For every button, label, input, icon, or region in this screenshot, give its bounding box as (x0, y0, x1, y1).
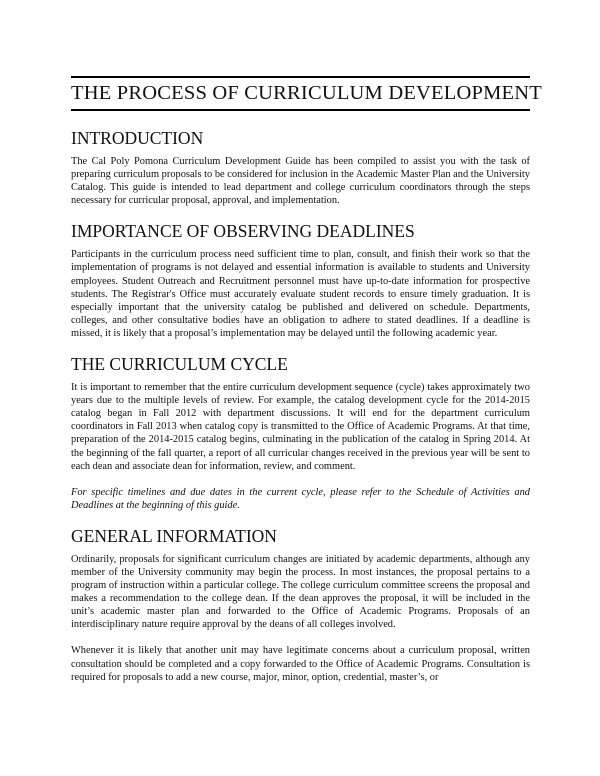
section-heading-curriculum-cycle: THE CURRICULUM CYCLE (71, 354, 288, 375)
section-paragraph: The Cal Poly Pomona Curriculum Development Guide has been compiled to assist you with the task of preparing curriculum proposals to be considered for inclusion in the Academic Master Plan and the University Catalog. This guide is intended to lead department and college curriculum coordinators through the steps necessary for curricular proposal, approval, and implementation. (71, 156, 530, 207)
section-deadlines (71, 220, 530, 340)
section-heading-deadlines: IMPORTANCE OF OBSERVING DEADLINES (71, 221, 415, 242)
italic-note: For specific timelines and due dates in the current cycle, please refer to the Schedule of Activities and Deadlines at the beginning of this guide. (71, 486, 530, 511)
section-paragraph: Ordinarily, proposals for significant curriculum changes are initiated by academic departments, although any member of the University community may begin the process. In most instances, the proposal pertains to a program of instruction within a particular college. The college curriculum committee screens the proposal and makes a recommendation to the college dean. If the dean approves the proposal, it will be included in the unit’s academic master plan and forwarded to the Office of Academic Programs. Proposals of an interdisciplinary nature require approval by the deans of all colleges involved. (71, 553, 530, 631)
title-block (71, 76, 542, 111)
section-heading-introduction: INTRODUCTION (71, 128, 204, 148)
section-curriculum-cycle (71, 353, 530, 512)
section-heading-general-information: GENERAL INFORMATION (71, 525, 277, 546)
section-paragraph: Participants in the curriculum process need sufficient time to plan, consult, and finish their work so that the implementation of programs is not delayed and essential information is available to students and University employees. Student Outreach and Recruitment personnel must have up-to-date information for prospective students. The Registrar's Office must accurately evaluate student records to ensure timely graduation. It is especially important that the university catalog be published and delivered on schedule. Departments, colleges, and other consultative bodies have an obligation to adhere to stated deadlines. If a deadline is missed, it is likely that a proposal’s implementation may be delayed until the following academic year. (71, 249, 530, 339)
section-introduction (71, 127, 530, 207)
section-paragraph: Whenever it is likely that another unit may have legitimate concerns about a curriculum proposal, written consultation should be completed and a copy forwarded to the Office of Academic Programs. Consultation is required for proposals to add a new course, major, minor, option, credential, master’s, or (71, 645, 530, 683)
page-title: THE PROCESS OF CURRICULUM DEVELOPMENT (71, 82, 542, 104)
section-paragraph: It is important to remember that the entire curriculum development sequence (cycle) takes approximately two years due to the multiple levels of review. For example, the catalog development cycle for the 2014-2015 catalog began in Fall 2012 with department discussions. It will end for the department curriculum coordinators in Fall 2013 when catalog copy is transmitted to the Office of Academic Programs. At that time, preparation of the 2014-2015 catalog begins, culminating in the publication of the catalog in Spring 2014. At the beginning of the fall quarter, a report of all curricular changes received in the previous year will be sent to each dean and associate dean for information, review, and comment. (71, 382, 530, 472)
section-general-information (71, 525, 530, 684)
